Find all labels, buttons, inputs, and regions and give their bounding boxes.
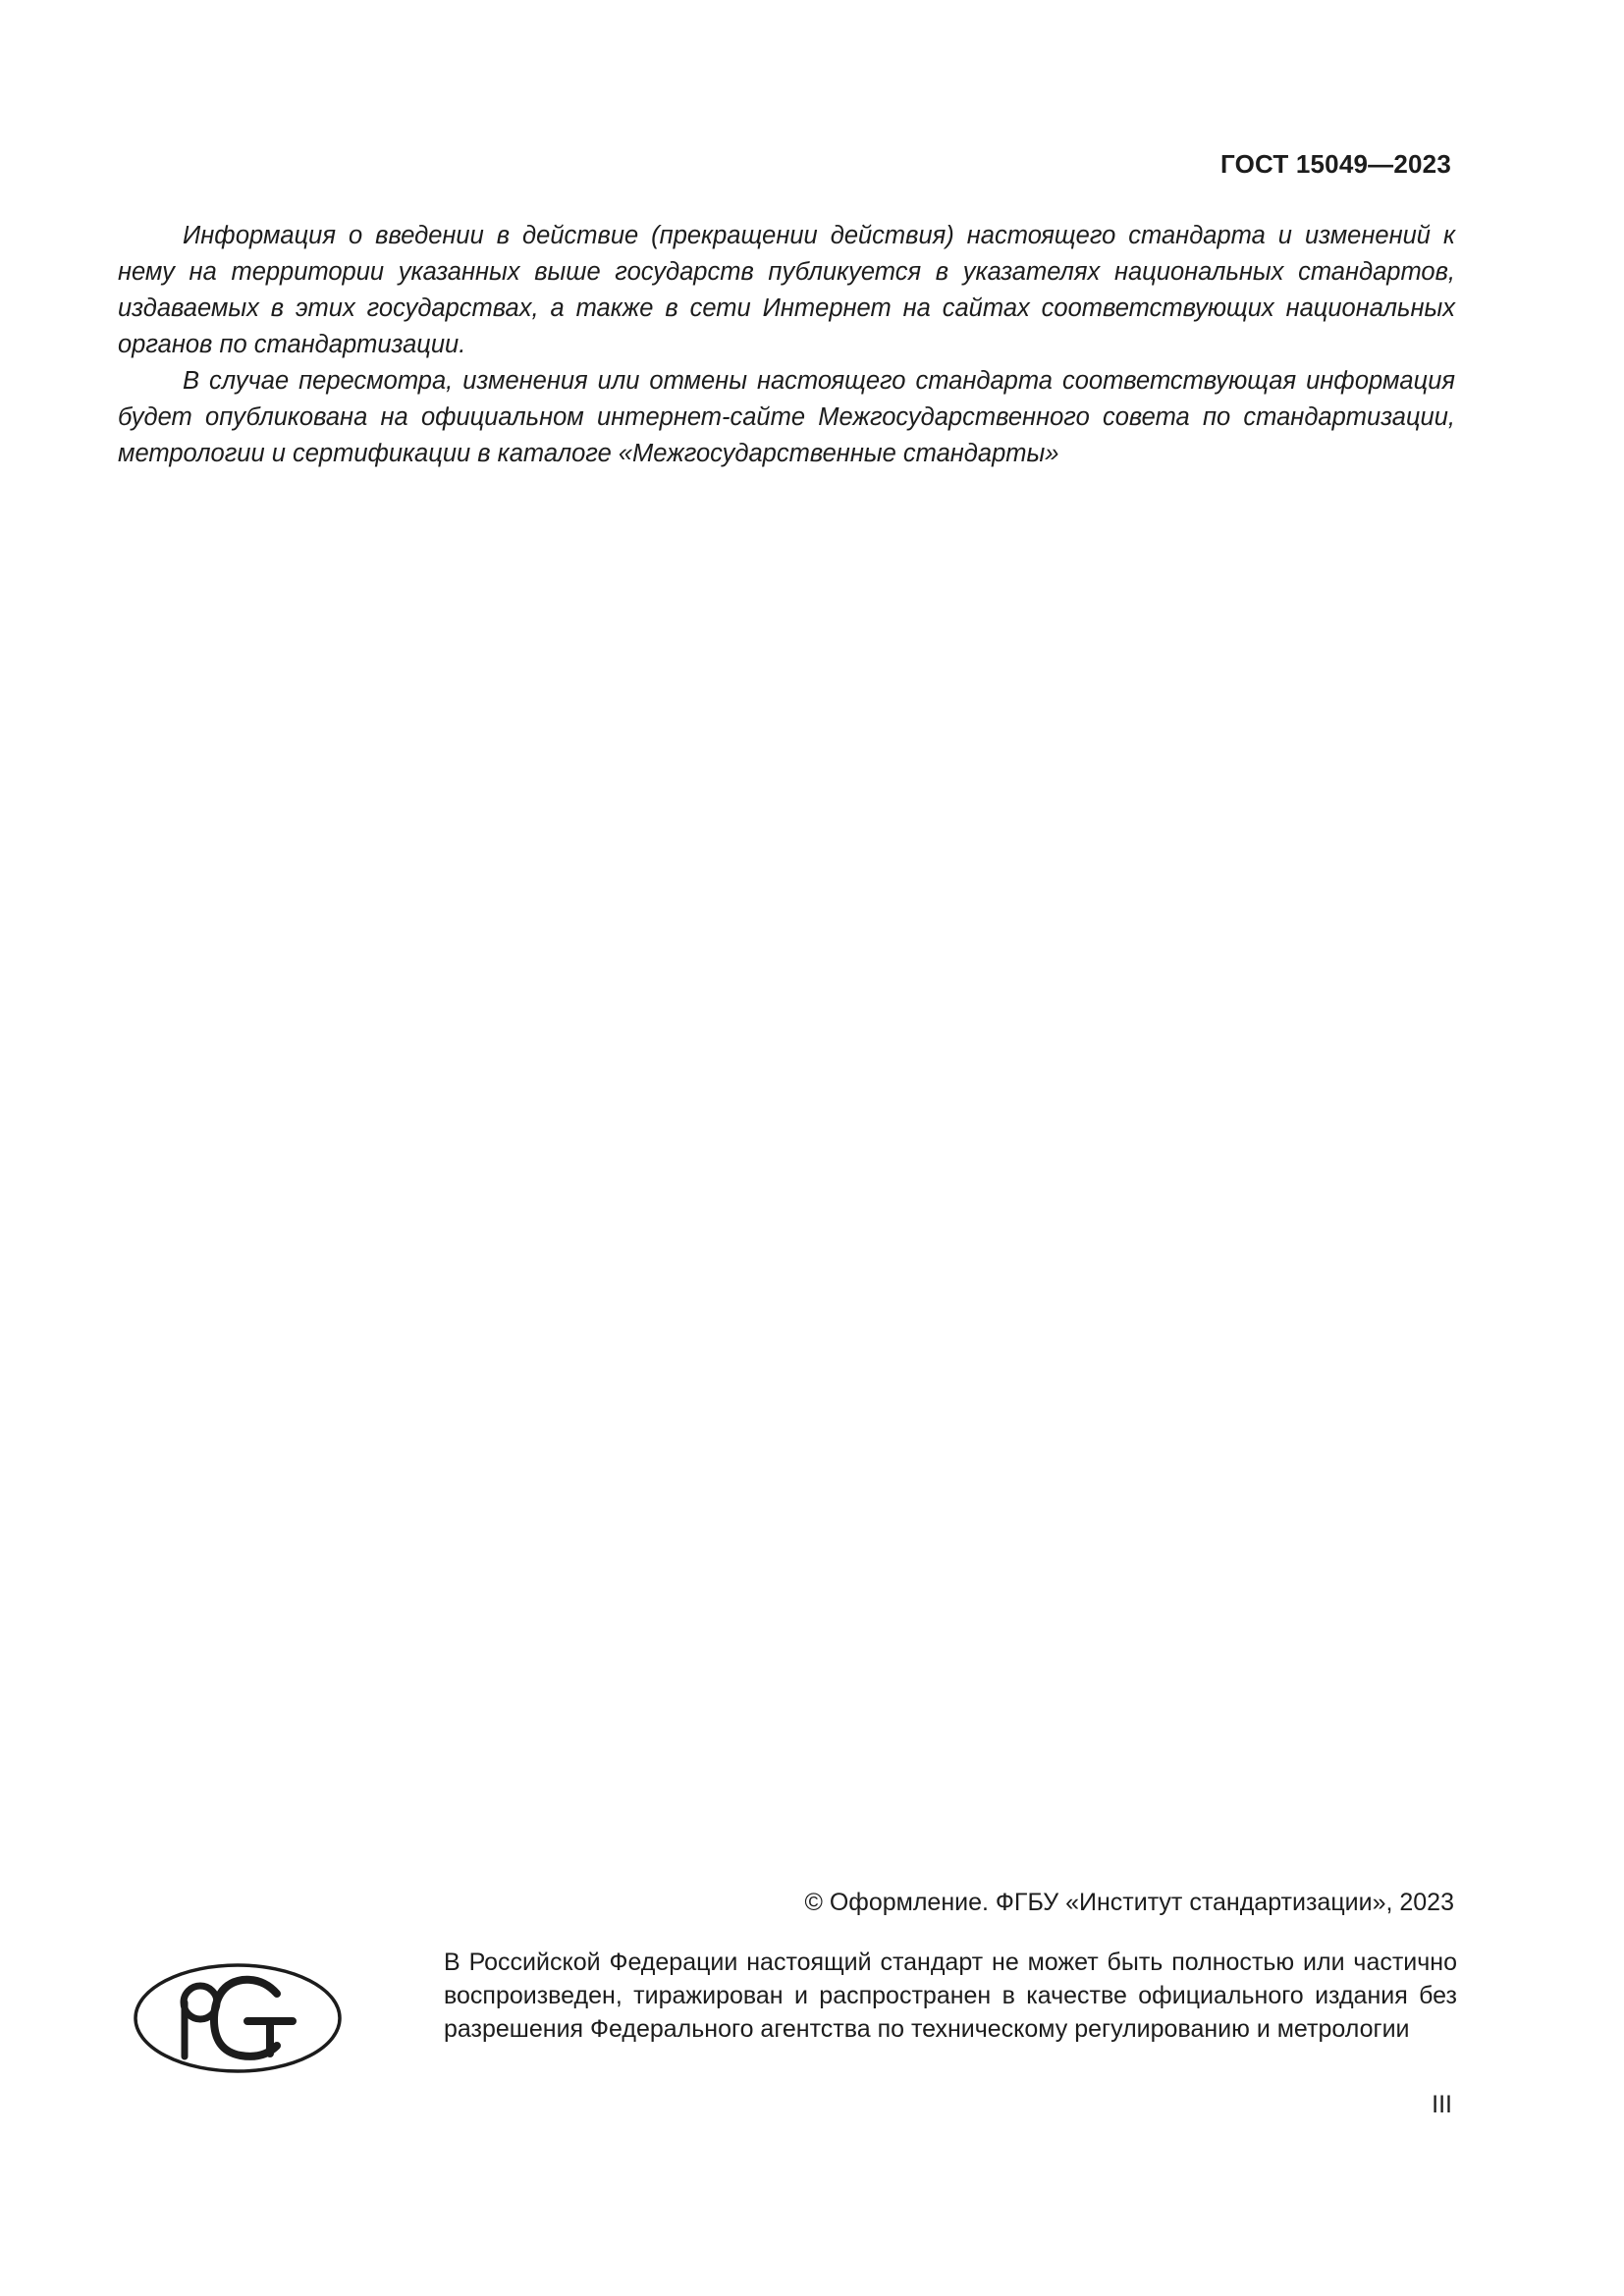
rst-certification-mark-icon — [130, 1958, 346, 2078]
page-number: III — [1432, 2091, 1452, 2118]
document-code: ГОСТ 15049—2023 — [1220, 149, 1451, 179]
intro-section — [118, 218, 1455, 472]
intro-paragraph-1: Информация о введении в действие (прекращении действия) настоящего стандарта и изменений к нему на территории указанных выше государств публикуется в указателях национальных стандартов, издаваемых в этих государствах, а также в сети Интернет на сайтах соответствующих национальных органов по стандартизации. — [118, 222, 1455, 358]
intro-paragraph-2: В случае пересмотра, изменения или отмены настоящего стандарта соответствующая информация будет опубликована на официальном интернет-сайте Межгосударственного совета по стандартизации, метрологии и сертификации в каталоге «Межгосударственные стандарты» — [118, 367, 1455, 467]
restriction-paragraph: В Российской Федерации настоящий стандарт не может быть полностью или частично воспроизведен, тиражирован и распространен в качестве официального издания без разрешения Федерального агентства по техническому регулированию и метрологии — [444, 1949, 1457, 2043]
copyright-line: © Оформление. ФГБУ «Институт стандартизации», 2023 — [804, 1889, 1454, 1916]
